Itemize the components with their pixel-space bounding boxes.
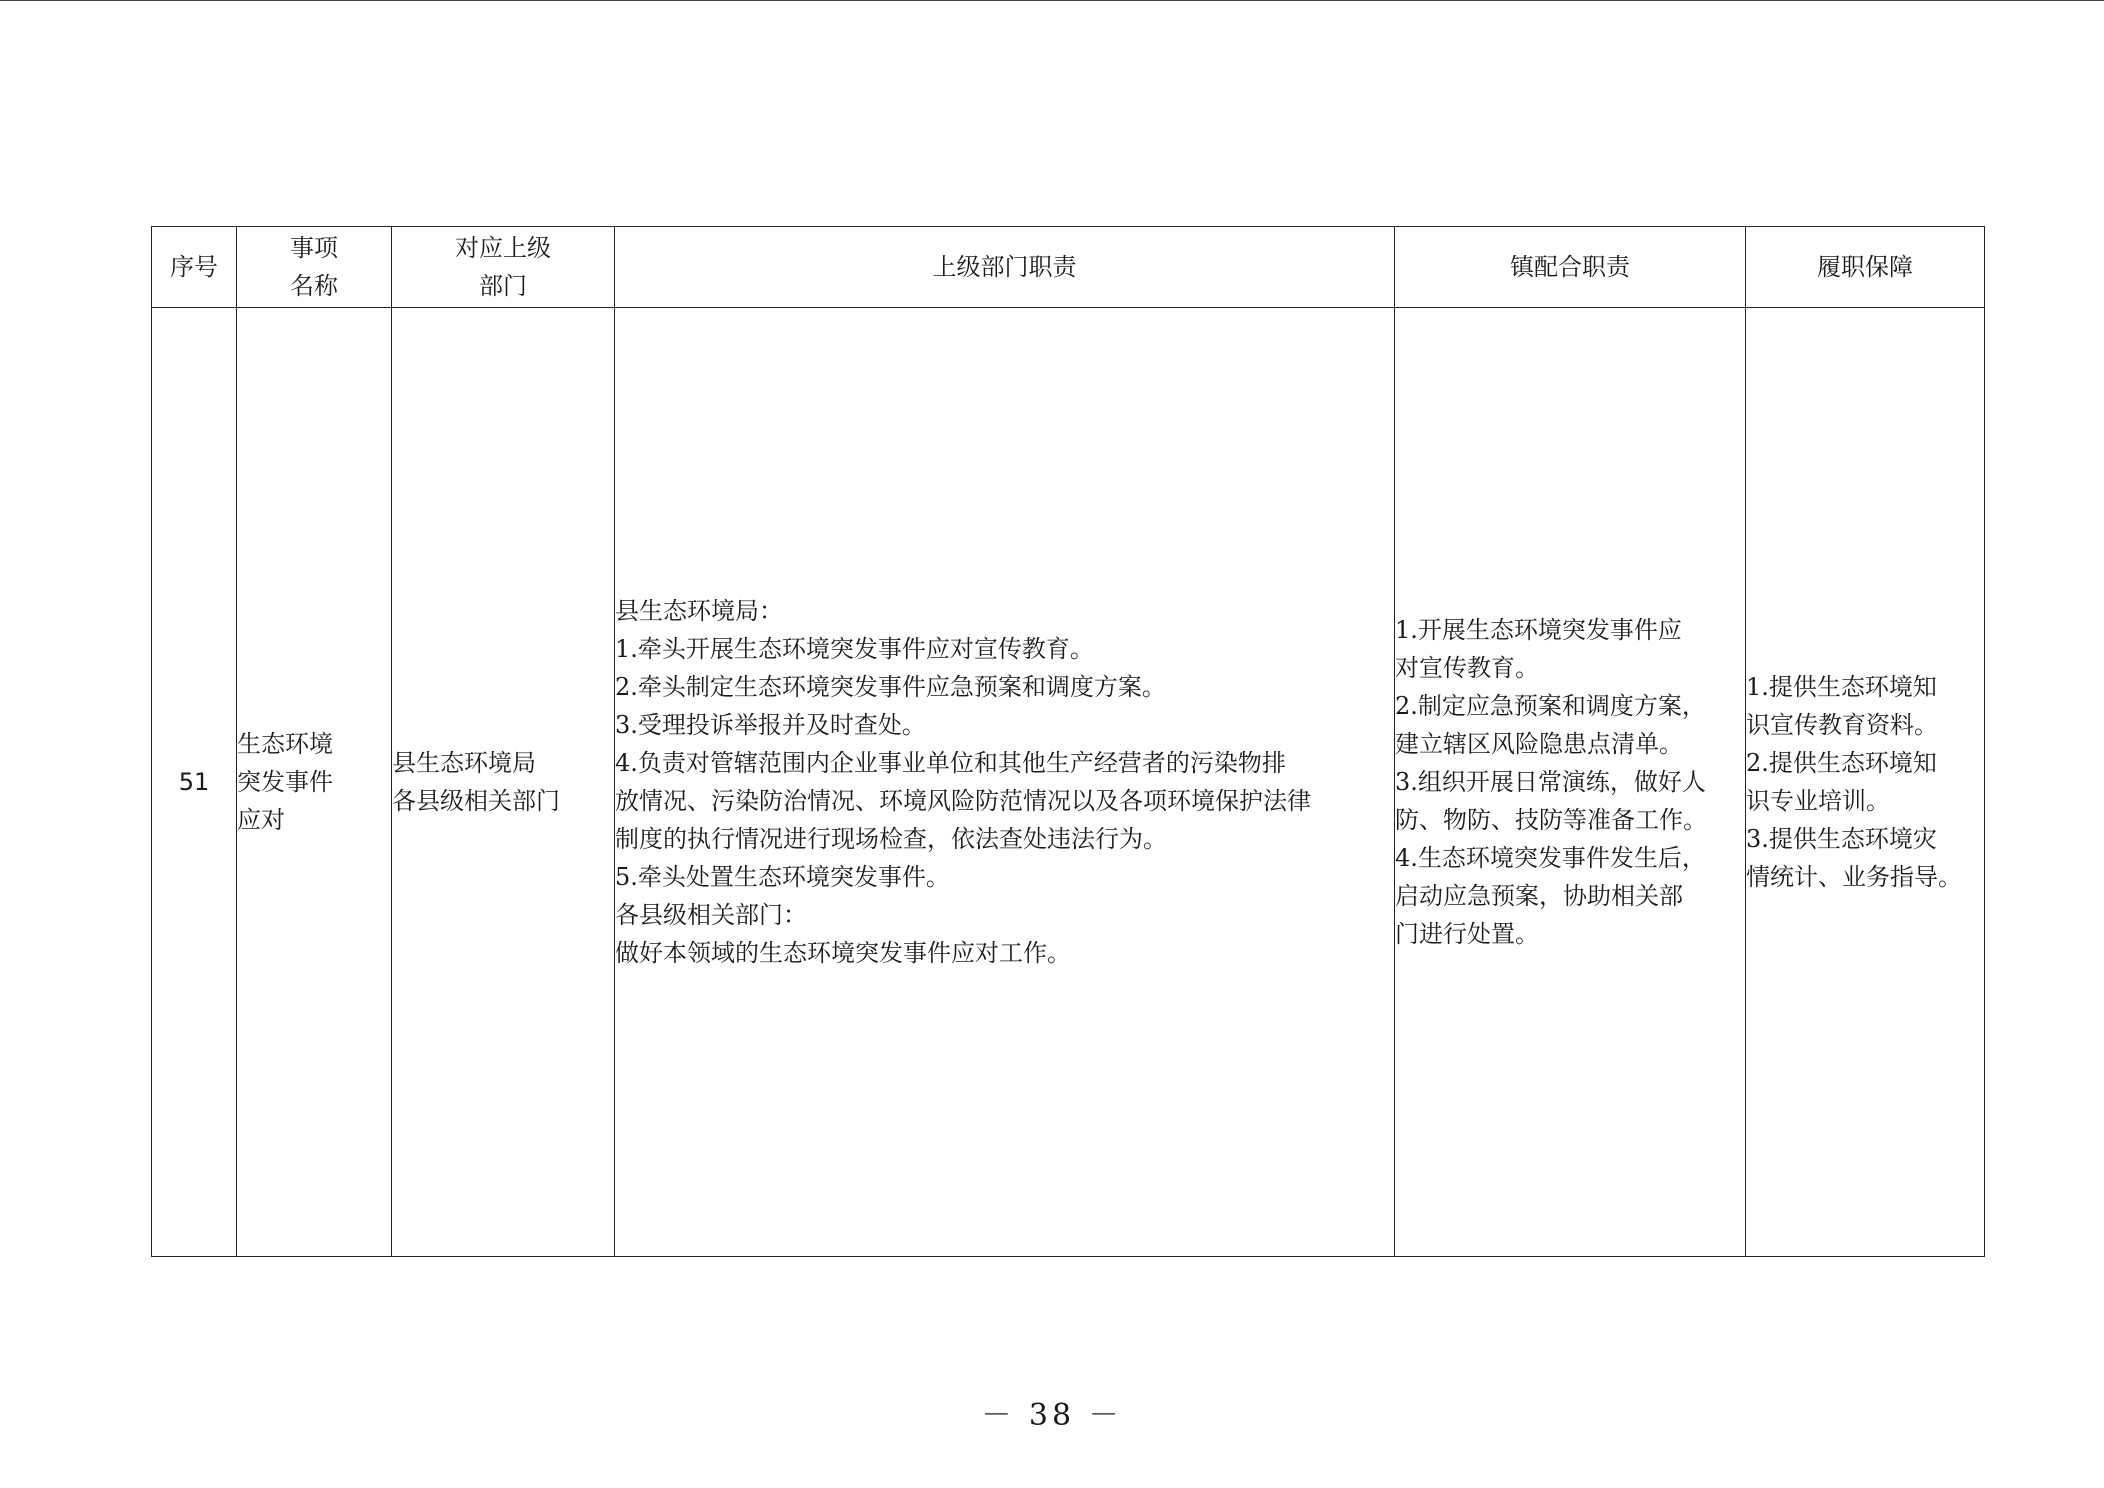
cell-upper-dept <box>392 308 615 1257</box>
upper-duty-line: 制度的执行情况进行现场检查，依法查处违法行为。 <box>615 825 1167 853</box>
table-header-row <box>152 227 1985 308</box>
header-upper-dept-line2: 部门 <box>479 272 527 300</box>
upper-duty-line: 做好本领域的生态环境突发事件应对工作。 <box>615 939 1071 967</box>
town-duty-line: 建立辖区风险隐患点清单。 <box>1395 730 1683 758</box>
cell-town-duty <box>1395 308 1746 1257</box>
town-duty-line: 启动应急预案，协助相关部 <box>1395 882 1683 910</box>
guarantee-line: 3.提供生态环境灾 <box>1746 825 1937 853</box>
header-item-name-line1: 事项 <box>290 234 338 262</box>
cell-upper-duty <box>615 308 1395 1257</box>
upper-dept-line: 各县级相关部门 <box>392 787 560 815</box>
cell-item-name <box>237 308 392 1257</box>
duty-table <box>151 226 1985 1257</box>
town-duty-line: 2.制定应急预案和调度方案， <box>1395 692 1706 720</box>
cell-guarantee <box>1746 308 1985 1257</box>
upper-duty-line: 2.牵头制定生态环境突发事件应急预案和调度方案。 <box>615 673 1166 701</box>
guarantee-line: 识宣传教育资料。 <box>1746 711 1938 739</box>
upper-duty-line: 县生态环境局： <box>615 597 783 625</box>
header-index: 序号 <box>152 227 237 308</box>
guarantee-line: 1.提供生态环境知 <box>1746 673 1937 701</box>
page-number: － 38 － <box>981 1398 1123 1433</box>
town-duty-line: 1.开展生态环境突发事件应 <box>1395 616 1682 644</box>
town-duty-line: 防、物防、技防等准备工作。 <box>1395 806 1707 834</box>
guarantee-line: 2.提供生态环境知 <box>1746 749 1937 777</box>
upper-duty-line: 各县级相关部门： <box>615 901 807 929</box>
town-duty-line: 门进行处置。 <box>1395 920 1539 948</box>
item-name-line: 生态环境 <box>237 730 333 758</box>
table-row <box>152 308 1985 1257</box>
upper-duty-line: 3.受理投诉举报并及时查处。 <box>615 711 926 739</box>
header-upper-dept-line1: 对应上级 <box>455 234 551 262</box>
header-town-duty: 镇配合职责 <box>1395 227 1746 308</box>
header-guarantee: 履职保障 <box>1746 227 1985 308</box>
upper-duty-line: 5.牵头处置生态环境突发事件。 <box>615 863 950 891</box>
upper-duty-line: 1.牵头开展生态环境突发事件应对宣传教育。 <box>615 635 1094 663</box>
header-upper-dept <box>392 227 615 308</box>
upper-duty-line: 4.负责对管辖范围内企业事业单位和其他生产经营者的污染物排 <box>615 749 1286 777</box>
cell-index: 51 <box>152 308 237 1257</box>
guarantee-line: 识专业培训。 <box>1746 787 1890 815</box>
top-border-line <box>0 0 2104 1</box>
item-name-line: 突发事件 <box>237 768 333 796</box>
header-upper-duty: 上级部门职责 <box>615 227 1395 308</box>
header-item-name-line2: 名称 <box>290 272 338 300</box>
town-duty-line: 4.生态环境突发事件发生后， <box>1395 844 1706 872</box>
upper-dept-line: 县生态环境局 <box>392 749 536 777</box>
item-name-line: 应对 <box>237 806 285 834</box>
guarantee-line: 情统计、业务指导。 <box>1746 863 1962 891</box>
town-duty-line: 3.组织开展日常演练，做好人 <box>1395 768 1706 796</box>
upper-duty-line: 放情况、污染防治情况、环境风险防范情况以及各项环境保护法律 <box>615 787 1311 815</box>
header-item-name <box>237 227 392 308</box>
town-duty-line: 对宣传教育。 <box>1395 654 1539 682</box>
